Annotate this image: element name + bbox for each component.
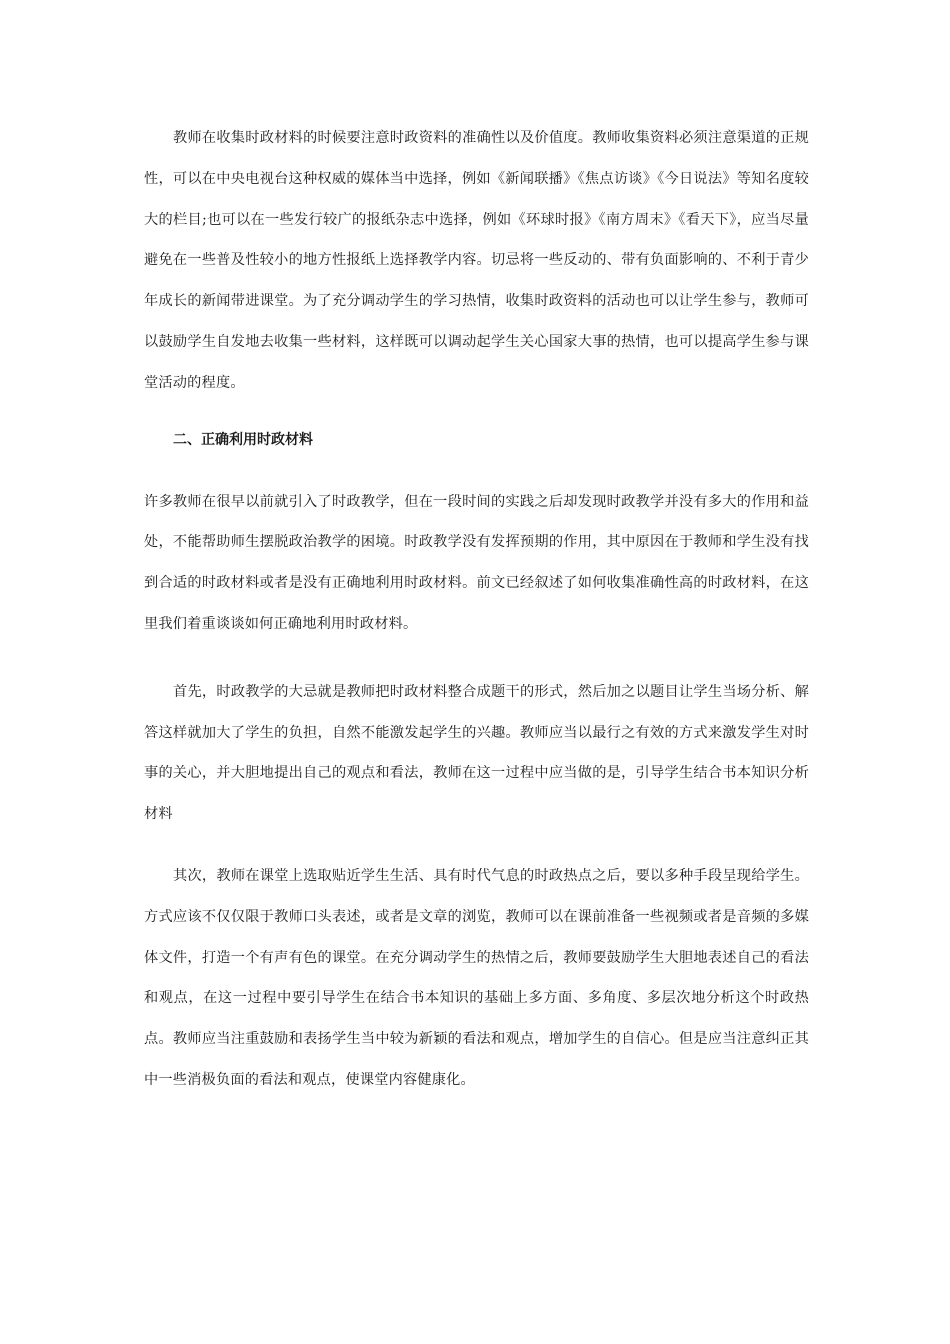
document-body	[144, 118, 809, 1101]
paragraph-teaching-problems: 许多教师在很早以前就引入了时政教学，但在一段时间的实践之后却发现时政教学并没有多大的作用和益处，不能帮助师生摆脱政治教学的困境。时政教学没有发挥预期的作用，其中原因在于教师和学生没有找到合适的时政材料或者是没有正确地利用时政材料。前文已经叙述了如何收集准确性高的时政材料，在这里我们着重谈谈如何正确地利用时政材料。	[144, 493, 809, 632]
paragraph-collect-materials: 教师在收集时政材料的时候要注意时政资料的准确性以及价值度。教师收集资料必须注意渠道的正规性，可以在中央电视台这种权威的媒体当中选择，例如《新闻联播》《焦点访谈》《今日说法》等知名度较大的栏目;也可以在一些发行较广的报纸杂志中选择，例如《环球时报》《南方周末》《看天下》，应当尽量避免在一些普及性较小的地方性报纸上选择教学内容。切忌将一些反动的、带有负面影响的、不利于青少年成长的新闻带进课堂。为了充分调动学生的学习热情，收集时政资料的活动也可以让学生参与，教师可以鼓励学生自发地去收集一些材料，这样既可以调动起学生关心国家大事的热情，也可以提高学生参与课堂活动的程度。	[144, 130, 809, 391]
paragraph-first-point: 首先，时政教学的大忌就是教师把时政材料整合成题干的形式，然后加之以题目让学生当场分析、解答这样就加大了学生的负担，自然不能激发起学生的兴趣。教师应当以最行之有效的方式来激发学生对时事的关心，并大胆地提出自己的观点和看法，教师在这一过程中应当做的是，引导学生结合书本知识分析材料	[144, 683, 809, 823]
section-heading-use-materials: 二、正确利用时政材料	[173, 431, 313, 448]
paragraph-second-point: 其次，教师在课堂上选取贴近学生生活、具有时代气息的时政热点之后，要以多种手段呈现给学生。方式应该不仅仅限于教师口头表述，或者是文章的浏览，教师可以在课前准备一些视频或者是音频的多媒体文件，打造一个有声有色的课堂。在充分调动学生的热情之后，教师要鼓励学生大胆地表述自己的看法和观点，在这一过程中要引导学生在结合书本知识的基础上多方面、多角度、多层次地分析这个时政热点。教师应当注重鼓励和表扬学生当中较为新颖的看法和观点，增加学生的自信心。但是应当注意纠正其中一些消极负面的看法和观点，使课堂内容健康化。	[144, 867, 809, 1088]
